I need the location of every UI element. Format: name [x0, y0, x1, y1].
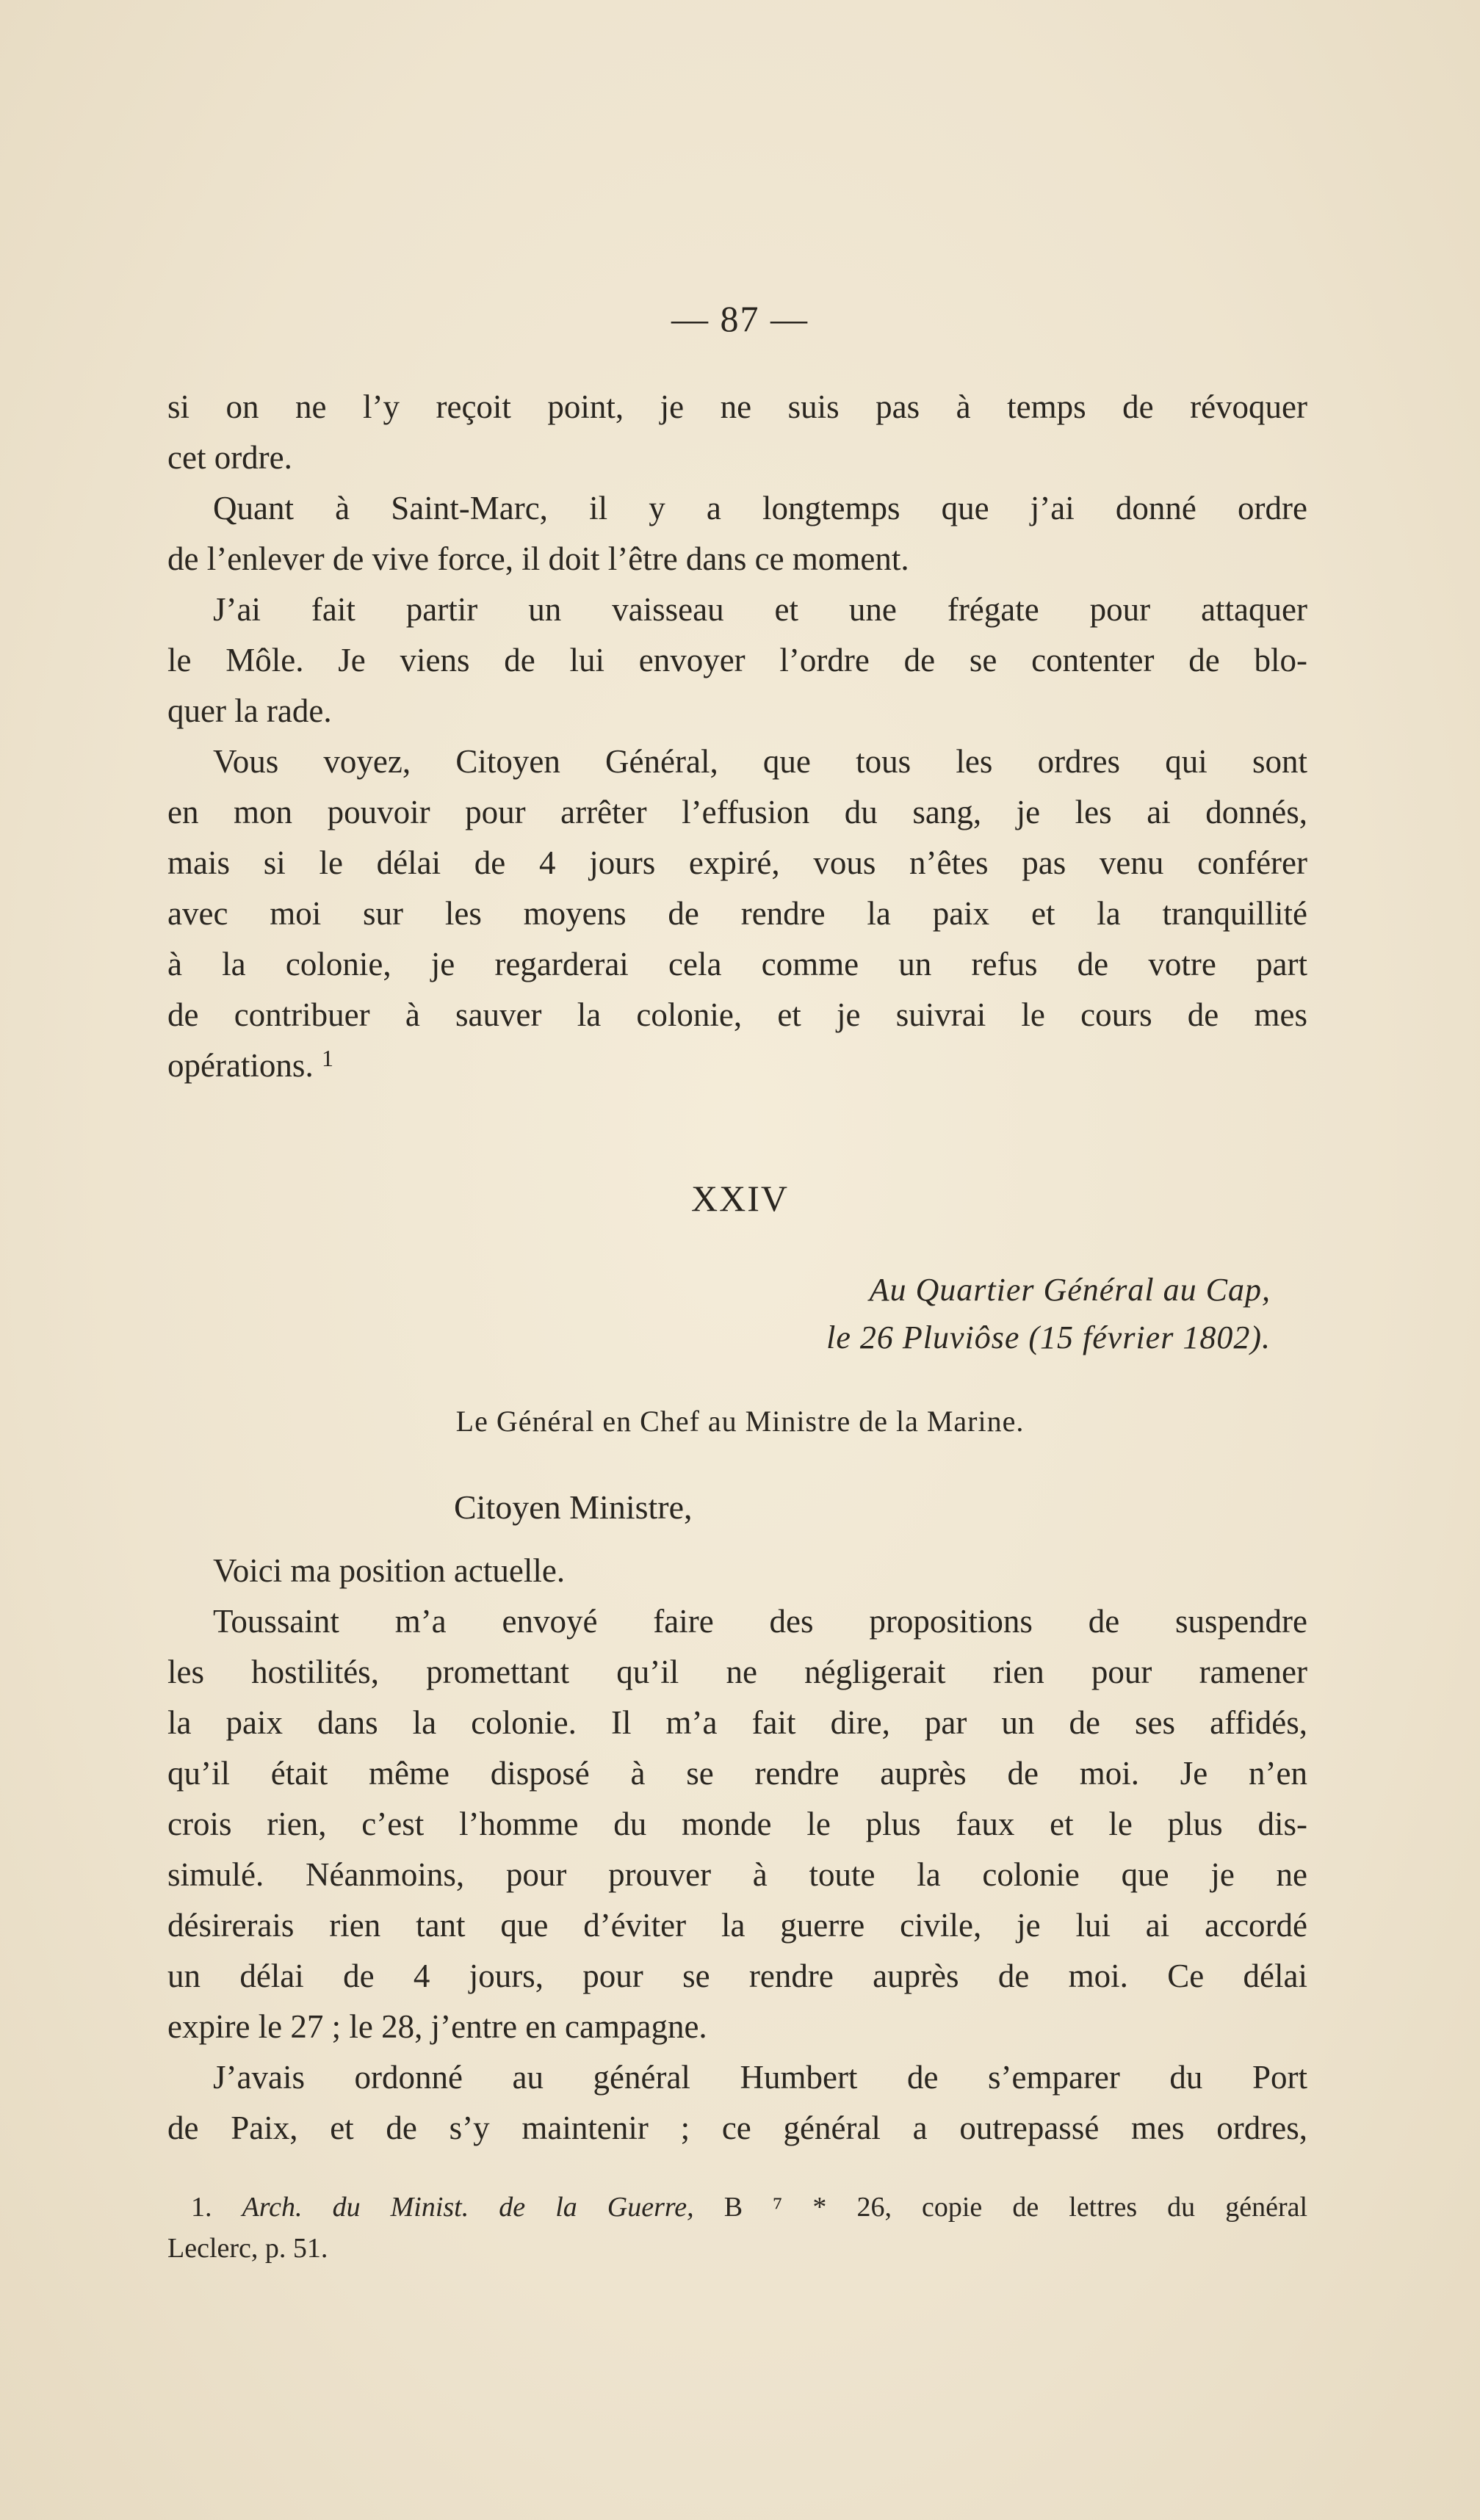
- text-line: de l’enlever de vive force, il doit l’être dans ce moment.: [167, 540, 909, 577]
- footnote-reference: B ⁷ * 26, copie de lettres du général: [723, 2192, 1308, 2223]
- letter-body: [167, 1546, 1307, 2154]
- text-line: cet ordre.: [167, 439, 292, 476]
- text-line: les hostilités, promettant qu’il ne négligerait rien pour ramener: [167, 1654, 1307, 1690]
- text-line: un délai de 4 jours, pour se rendre auprès de moi. Ce délai: [167, 1958, 1307, 1994]
- footnote-line: Leclerc, p. 51.: [167, 2233, 328, 2264]
- footnote-marker: 1: [321, 1045, 333, 1071]
- text-line: quer la rade.: [167, 692, 332, 729]
- text-line: avec moi sur les moyens de rendre la paix et la tranquillité: [167, 895, 1307, 932]
- letter-place: Au Quartier Général au Cap,: [869, 1272, 1271, 1308]
- text-line: la paix dans la colonie. Il m’a fait dire, par un de ses affidés,: [167, 1704, 1307, 1741]
- text-line: désirerais rien tant que d’éviter la guerre civile, je lui ai accordé: [167, 1907, 1307, 1944]
- letter-salutation: Citoyen Ministre,: [454, 1488, 693, 1526]
- top-text-block: [167, 382, 1307, 1091]
- section-heading: XXIV: [691, 1178, 789, 1219]
- text-line: Vous voyez, Citoyen Général, que tous les ordres qui sont: [213, 743, 1307, 780]
- text-line: J’ai fait partir un vaisseau et une frégate pour attaquer: [213, 591, 1307, 628]
- footnote-number: 1.: [191, 2192, 212, 2223]
- text-line: en mon pouvoir pour arrêter l’effusion du sang, je les ai donnés,: [167, 794, 1307, 830]
- footnote: [167, 2187, 1307, 2269]
- text-line: [167, 1040, 1307, 1091]
- letter-date: le 26 Pluviôse (15 février 1802).: [826, 1319, 1271, 1355]
- footnote-line: [167, 2187, 1307, 2228]
- letter-addressee: Le Général en Chef au Ministre de la Marine.: [455, 1405, 1025, 1438]
- text-line: de contribuer à sauver la colonie, et je suivrai le cours de mes: [167, 996, 1307, 1033]
- text-line: à la colonie, je regarderai cela comme un refus de votre part: [167, 946, 1307, 982]
- text-line: simulé. Néanmoins, pour prouver à toute la colonie que je ne: [167, 1856, 1307, 1893]
- text-line: Toussaint m’a envoyé faire des propositions de suspendre: [213, 1603, 1307, 1640]
- text-line: Quant à Saint-Marc, il y a longtemps que j’ai donné ordre: [213, 490, 1307, 526]
- text-line: J’avais ordonné au général Humbert de s’emparer du Port: [213, 2059, 1307, 2096]
- text-line-content: opérations.: [167, 1047, 314, 1084]
- text-line: de Paix, et de s’y maintenir ; ce général a outrepassé mes ordres,: [167, 2110, 1307, 2146]
- text-line: expire le 27 ; le 28, j’entre en campagne.: [167, 2008, 707, 2045]
- text-line: le Môle. Je viens de lui envoyer l’ordre de se contenter de blo-: [167, 642, 1307, 678]
- text-line: mais si le délai de 4 jours expiré, vous n’êtes pas venu conférer: [167, 844, 1307, 881]
- text-line: Voici ma position actuelle.: [213, 1552, 566, 1589]
- page-number: — 87 —: [671, 298, 809, 339]
- text-line: qu’il était même disposé à se rendre auprès de moi. Je n’en: [167, 1755, 1307, 1792]
- text-line: crois rien, c’est l’homme du monde le plus faux et le plus dis-: [167, 1806, 1307, 1842]
- text-line: si on ne l’y reçoit point, je ne suis pas à temps de révoquer: [167, 388, 1307, 425]
- footnote-source: Arch. du Minist. de la Guerre,: [242, 2192, 694, 2223]
